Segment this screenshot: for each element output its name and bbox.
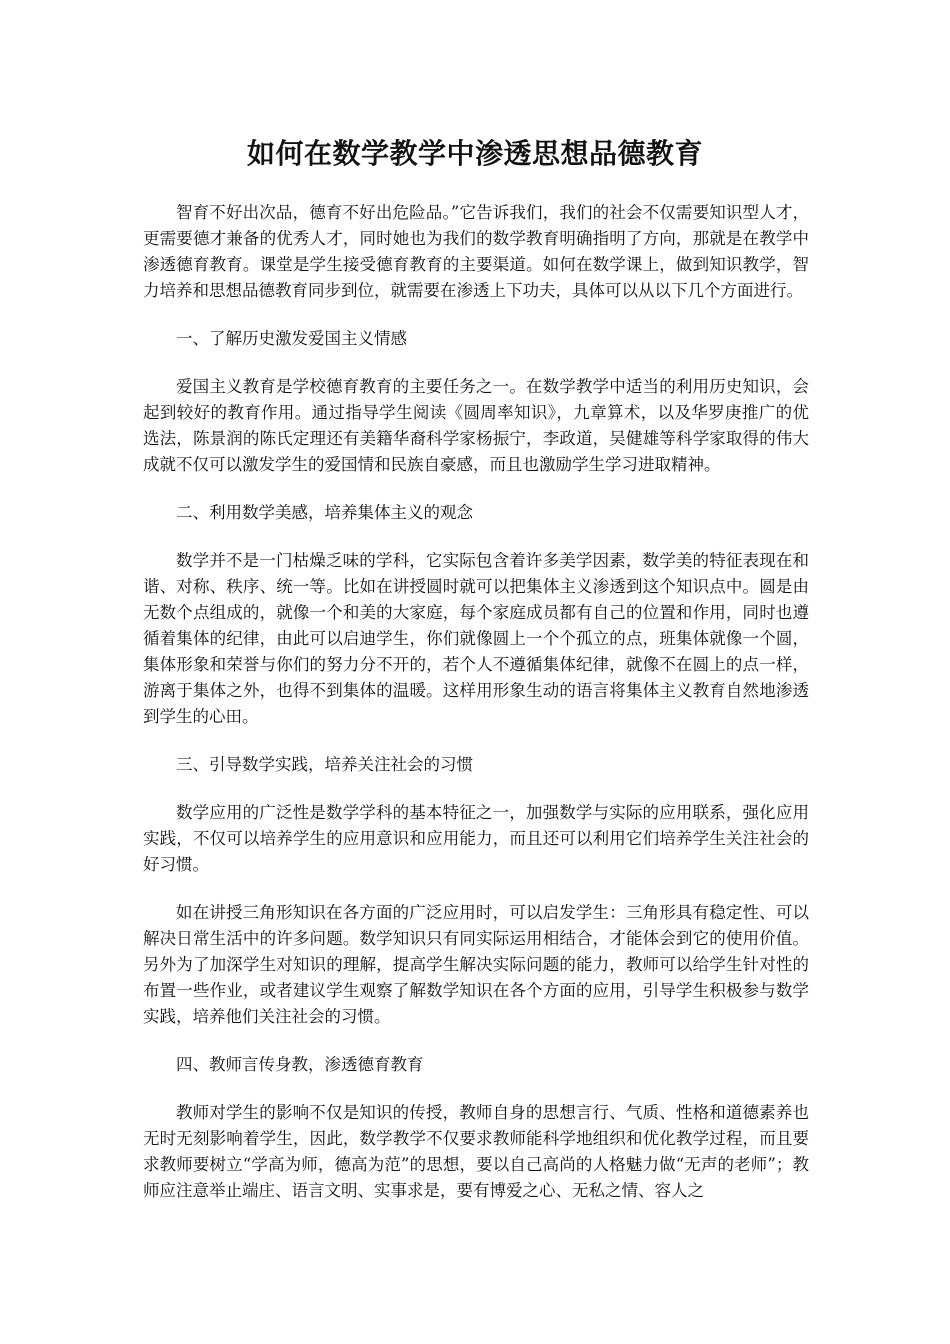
section-heading-4: 四、教师言传身教，渗透德育教育 [176, 1055, 424, 1074]
paragraph-section-4: 教师对学生的影响不仅是知识的传授，教师自身的思想言行、气质、性格和道德素养也无时无刻影响着学生，因此，数学教学不仅要求教师能科学地组织和优化教学过程，而且要求教师要树立“学高为师，德高为范”的思想，要以自己高尚的人格魅力做“无声的老师”；教师应注意举止端庄、语言文明、实事求是，要有博爱之心、无私之情、容人之 [143, 1103, 809, 1200]
paragraph-section-1: 爱国主义教育是学校德育教育的主要任务之一。在数学教学中适当的利用历史知识，会起到较好的教育作用。通过指导学生阅读《圆周率知识》，九章算术，以及华罗庚推广的优选法，陈景润的陈氏定理还有美籍华裔科学家杨振宁，李政道，吴健雄等科学家取得的伟大成就不仅可以激发学生的爱国情和民族自豪感，而且也激励学生学习进取精神。 [143, 377, 809, 474]
document-body [143, 200, 809, 1226]
paragraph-intro: 智育不好出次品，德育不好出危险品。”它告诉我们，我们的社会不仅需要知识型人才，更需要德才兼备的优秀人才，同时她也为我们的数学教育明确指明了方向，那就是在教学中渗透德育教育。课堂是学生接受德育教育的主要渠道。如何在数学课上，做到知识教学，智力培养和思想品德教育同步到位，就需要在渗透上下功夫，具体可以从以下几个方面进行。 [143, 203, 809, 300]
section-heading-3: 三、引导数学实践，培养关注社会的习惯 [176, 755, 473, 774]
section-heading-1: 一、了解历史激发爱国主义情感 [176, 329, 407, 348]
document-title: 如何在数学教学中渗透思想品德教育 [246, 137, 703, 170]
paragraph-section-3a: 数学应用的广泛性是数学学科的基本特征之一，加强数学与实际的应用联系，强化应用实践，不仅可以培养学生的应用意识和应用能力，而且还可以利用它们培养学生关注社会的好习惯。 [143, 803, 809, 874]
section-heading-2: 二、利用数学美感，培养集体主义的观念 [176, 503, 473, 522]
paragraph-section-2: 数学并不是一门枯燥乏味的学科，它实际包含着许多美学因素，数学美的特征表现在和谐、对称、秩序、统一等。比如在讲授圆时就可以把集体主义渗透到这个知识点中。圆是由无数个点组成的，就像一个和美的大家庭，每个家庭成员都有自己的位置和作用，同时也遵循着集体的纪律，由此可以启迪学生，你们就像圆上一个个孤立的点，班集体就像一个圆，集体形象和荣誉与你们的努力分不开的，若个人不遵循集体纪律，就像不在圆上的点一样，游离于集体之外，也得不到集体的温暖。这样用形象生动的语言将集体主义教育自然地渗透到学生的心田。 [143, 551, 809, 726]
paragraph-section-3b: 如在讲授三角形知识在各方面的广泛应用时，可以启发学生：三角形具有稳定性、可以解决日常生活中的许多问题。数学知识只有同实际运用相结合，才能体会到它的使用价值。另外为了加深学生对知识的理解，提高学生解决实际问题的能力，教师可以给学生针对性的布置一些作业，或者建议学生观察了解数学知识在各个方面的应用，引导学生积极参与数学实践，培养他们关注社会的习惯。 [143, 903, 809, 1026]
